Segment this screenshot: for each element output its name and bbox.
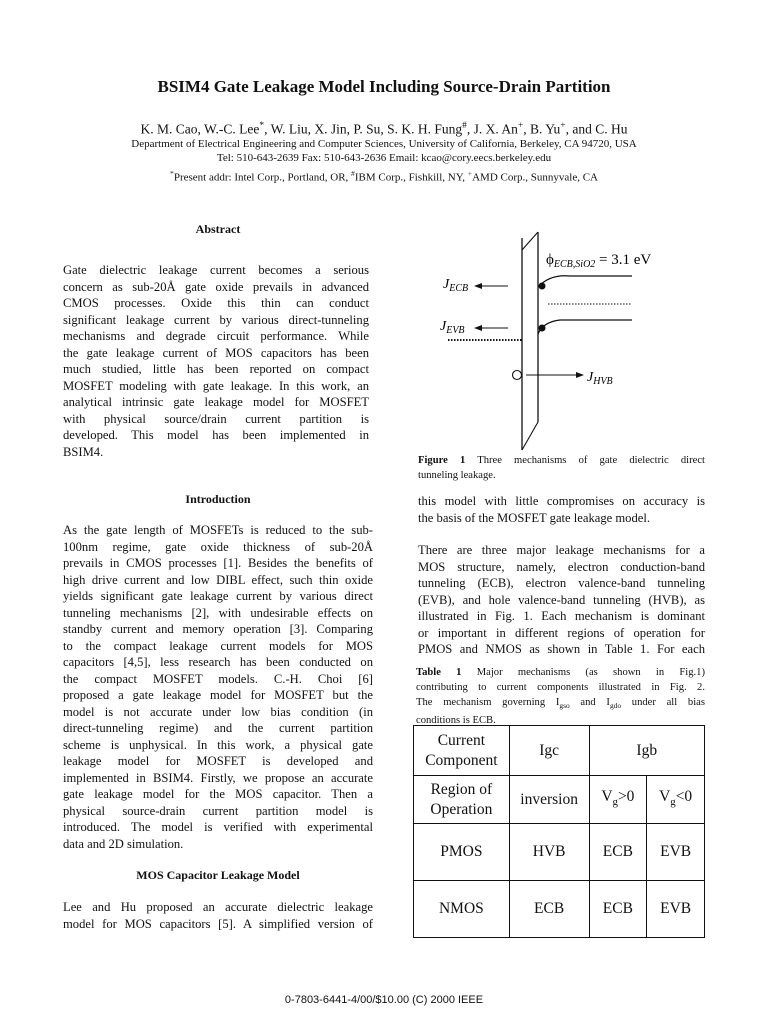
region-vg-positive: $V_g>0$: [589, 776, 647, 824]
text-line: BSIM4.: [63, 444, 104, 459]
text-line: gate leakage model for the MOS capacitor. Then a: [63, 787, 373, 801]
jhvb-arrow: [576, 372, 584, 378]
text-line: Lee and Hu proposed an accurate dielectric leakage: [63, 900, 373, 914]
text-line: yields significant gate leakage current by various direct: [63, 589, 373, 603]
band-diagram-figure: [410, 222, 710, 454]
right-para-1: [418, 493, 705, 526]
igc-cell: ECB: [509, 881, 589, 938]
text-line: model is not accurate under low bias condition (in: [63, 704, 373, 719]
hole-dot: [513, 371, 522, 380]
affiliation-dept: Department of Electrical Engineering and Computer Sciences, University of California, Berkeley, CA 94720, USA: [131, 138, 637, 150]
text-line: PMOS and NMOS as shown in Table 1. For each: [418, 642, 705, 656]
abstract-heading: Abstract: [195, 222, 241, 236]
paper-title: BSIM4 Gate Leakage Model Including Source-Drain Partition: [157, 77, 611, 96]
figure1-caption: Figure 1 Three mechanisms of gate dielectric direct tunneling leakage.: [418, 455, 705, 481]
text-line: direct-tunneling regime) and the current partition: [63, 721, 373, 735]
text-line: high drive current and low DIBL effect, such thin oxide: [63, 572, 373, 587]
text-line: scheme is unphysical. In this work, a physical gate: [63, 737, 373, 752]
igb-neg-cell: EVB: [647, 881, 705, 938]
substrate-vb: [538, 320, 632, 334]
affiliation-contact: Tel: 510-643-2639 Fax: 510-643-2636 Email: kcao@cory.eecs.berkeley.edu: [216, 152, 552, 164]
text-line: the gate leakage current of MOS capacitors has been: [63, 345, 369, 360]
jhvb-label: $J_{HVB}$: [587, 370, 613, 387]
table1-caption: Table 1 Major mechanisms (as shown in Fig.1) contributing to current components illustrated in Fig. 2. The mechanism governing $I_{gso}$ and $I_{gdo}$ under all bias conditions is ECB.: [416, 667, 706, 727]
text-line: physical source-drain current partition model is: [63, 803, 373, 818]
affiliation-present: *Present addr: Intel Corp., Portland, OR, #IBM Corp., Fishkill, NY, +AMD Corp., Sunnyvale, CA: [170, 169, 598, 184]
right-para-2: [418, 542, 705, 658]
igc-cell: HVB: [509, 824, 589, 881]
table-region-row: [414, 776, 705, 824]
igb-neg-cell: EVB: [647, 824, 705, 881]
region-inversion: inversion: [509, 776, 589, 824]
text-line: mechanisms and degrade circuit performance. While: [63, 329, 369, 343]
text-line: much studied, little has been reported on compact: [63, 362, 369, 376]
text-line: implemented in BSIM4. Firstly, we propose an accurate: [63, 770, 373, 785]
introduction-heading: Introduction: [185, 492, 251, 506]
table-row: [414, 881, 705, 938]
text-line: MOS structure, namely, electron conduction-band: [418, 559, 705, 574]
text-line: developed. This model has been implemented in: [63, 428, 369, 442]
table-row: [414, 824, 705, 881]
phi-label: $\phi_{ECB,SiO2} = 3.1$ eV: [546, 252, 652, 270]
text-line: prevails in CMOS processes [1]. Besides the benefits of: [63, 556, 373, 570]
table-header-row: [414, 726, 705, 776]
jevb-label: $J_{EVB}$: [440, 319, 465, 336]
device-cell: PMOS: [414, 824, 510, 881]
electron-dot: [539, 325, 546, 332]
text-line: or important in different regions of operation for: [418, 625, 705, 640]
text-line: (EVB), and hole valence-band tunneling (HVB), as: [418, 592, 705, 607]
jevb-arrow: [474, 325, 482, 331]
text-line: the basis of the MOSFET gate leakage model.: [418, 510, 651, 525]
header-igb: Igb: [589, 726, 704, 776]
oxide-vb-edge: [522, 422, 538, 450]
introduction-body: [63, 522, 373, 852]
jecb-arrow: [474, 283, 482, 289]
region-vg-negative: $V_g<0$: [647, 776, 705, 824]
author-list: K. M. Cao, W.-C. Lee*, W. Liu, X. Jin, P. Su, S. K. H. Fung#, J. X. An+, B. Yu+, and C. Hu: [140, 121, 628, 137]
mos-section-body: [63, 899, 373, 932]
substrate-cb: [538, 276, 632, 287]
text-line: As the gate length of MOSFETs is reduced to the sub-: [63, 523, 373, 537]
text-line: tunneling (ECB), electron valence-band tunneling: [418, 576, 705, 590]
region-label: Region of Operation: [414, 776, 510, 824]
text-line: concern as sub-20Å gate oxide prevails in advanced: [63, 279, 369, 294]
text-line: to the compact leakage current models for MOS: [63, 638, 373, 653]
text-line: data and 2D simulation.: [63, 836, 184, 851]
text-line: proposed a gate leakage model for MOSFET but the: [63, 688, 373, 702]
electron-dot: [539, 283, 546, 290]
text-line: analytical intrinsic gate leakage model for MOSFET: [63, 395, 369, 409]
text-line: Gate dielectric leakage current becomes a serious: [63, 263, 369, 277]
copyright-footer: 0-7803-6441-4/00/$10.00 (C) 2000 IEEE: [284, 994, 484, 1006]
text-line: standby current and memory operation [3]. Comparing: [63, 622, 373, 636]
jecb-label: $J_{ECB}$: [443, 277, 469, 294]
header-current-component: Current Component: [414, 726, 510, 776]
igb-pos-cell: ECB: [589, 881, 647, 938]
text-line: CMOS processes. Oxide this thin can conduct: [63, 296, 369, 310]
oxide-cb-edge: [522, 232, 538, 250]
text-line: leakage model for MOSFET is developed and: [63, 754, 373, 768]
header-igc: Igc: [509, 726, 589, 776]
mechanism-table: [413, 725, 705, 938]
abstract-body: [63, 262, 369, 460]
table1-caption-label: Table 1: [416, 667, 462, 678]
text-line: illustrated in Fig. 1. Each mechanism is dominant: [418, 609, 705, 623]
device-cell: NMOS: [414, 881, 510, 938]
text-line: 100nm regime, gate oxide thickness of sub-20Å: [63, 539, 373, 554]
text-line: with physical source/drain current partition is: [63, 411, 369, 426]
text-line: tunneling mechanisms [2], with undesirable effects on: [63, 605, 373, 620]
igb-pos-cell: ECB: [589, 824, 647, 881]
text-line: There are three major leakage mechanisms for a: [418, 543, 705, 557]
figure1-caption-label: Figure 1: [418, 455, 466, 466]
text-line: significant leakage current by various direct-tunneling: [63, 312, 369, 327]
mos-section-heading: MOS Capacitor Leakage Model: [136, 868, 300, 882]
text-line: MOSFET modeling with gate leakage. In this work, an: [63, 378, 369, 393]
text-line: model for MOS capacitors [5]. A simplified version of: [63, 916, 373, 931]
text-line: capacitors [4,5], less research has been conducted on: [63, 655, 373, 669]
text-line: the compact MOSFET models. C.-H. Choi [6]: [63, 671, 373, 686]
text-line: this model with little compromises on accuracy is: [418, 494, 705, 508]
text-line: introduced. The model is verified with experimental: [63, 820, 373, 834]
